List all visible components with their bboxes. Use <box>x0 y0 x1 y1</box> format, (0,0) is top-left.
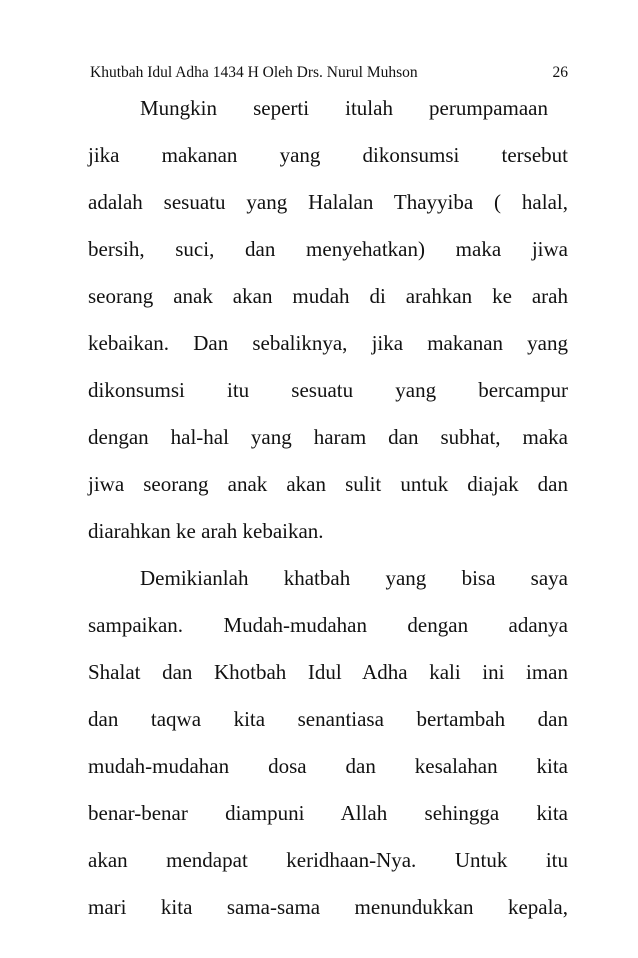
header-title: Khutbah Idul Adha 1434 H Oleh Drs. Nurul Muhson <box>90 64 418 81</box>
text-line: dengan hal-hal yang haram dan subhat, maka <box>88 425 568 449</box>
page-number: 26 <box>552 64 568 81</box>
text-line: seorang anak akan mudah di arahkan ke arah <box>88 284 568 308</box>
text-line: kebaikan. Dan sebaliknya, jika makanan yang <box>88 331 568 355</box>
document-body <box>88 93 568 939</box>
text-line: mudah-mudahan dosa dan kesalahan kita <box>88 754 568 778</box>
text-line: dan taqwa kita senantiasa bertambah dan <box>88 707 568 731</box>
text-line: bersih, suci, dan menyehatkan) maka jiwa <box>88 237 568 261</box>
text-line: diarahkan ke arah kebaikan. <box>88 519 324 543</box>
text-line: sampaikan. Mudah-mudahan dengan adanya <box>88 613 568 637</box>
page-header <box>90 64 568 82</box>
text-line: jika makanan yang dikonsumsi tersebut <box>88 143 568 167</box>
text-line: jiwa seorang anak akan sulit untuk diajak dan <box>88 472 568 496</box>
text-line: akan mendapat keridhaan-Nya. Untuk itu <box>88 848 568 872</box>
text-line: Shalat dan Khotbah Idul Adha kali ini iman <box>88 660 568 684</box>
text-line: benar-benar diampuni Allah sehingga kita <box>88 801 568 825</box>
text-line: dikonsumsi itu sesuatu yang bercampur <box>88 378 568 402</box>
text-line: adalah sesuatu yang Halalan Thayyiba ( halal, <box>88 190 568 214</box>
text-line: Demikianlah khatbah yang bisa saya <box>140 566 568 590</box>
text-line: Mungkin seperti itulah perumpamaan <box>140 96 548 120</box>
text-line: mari kita sama-sama menundukkan kepala, <box>88 895 568 919</box>
